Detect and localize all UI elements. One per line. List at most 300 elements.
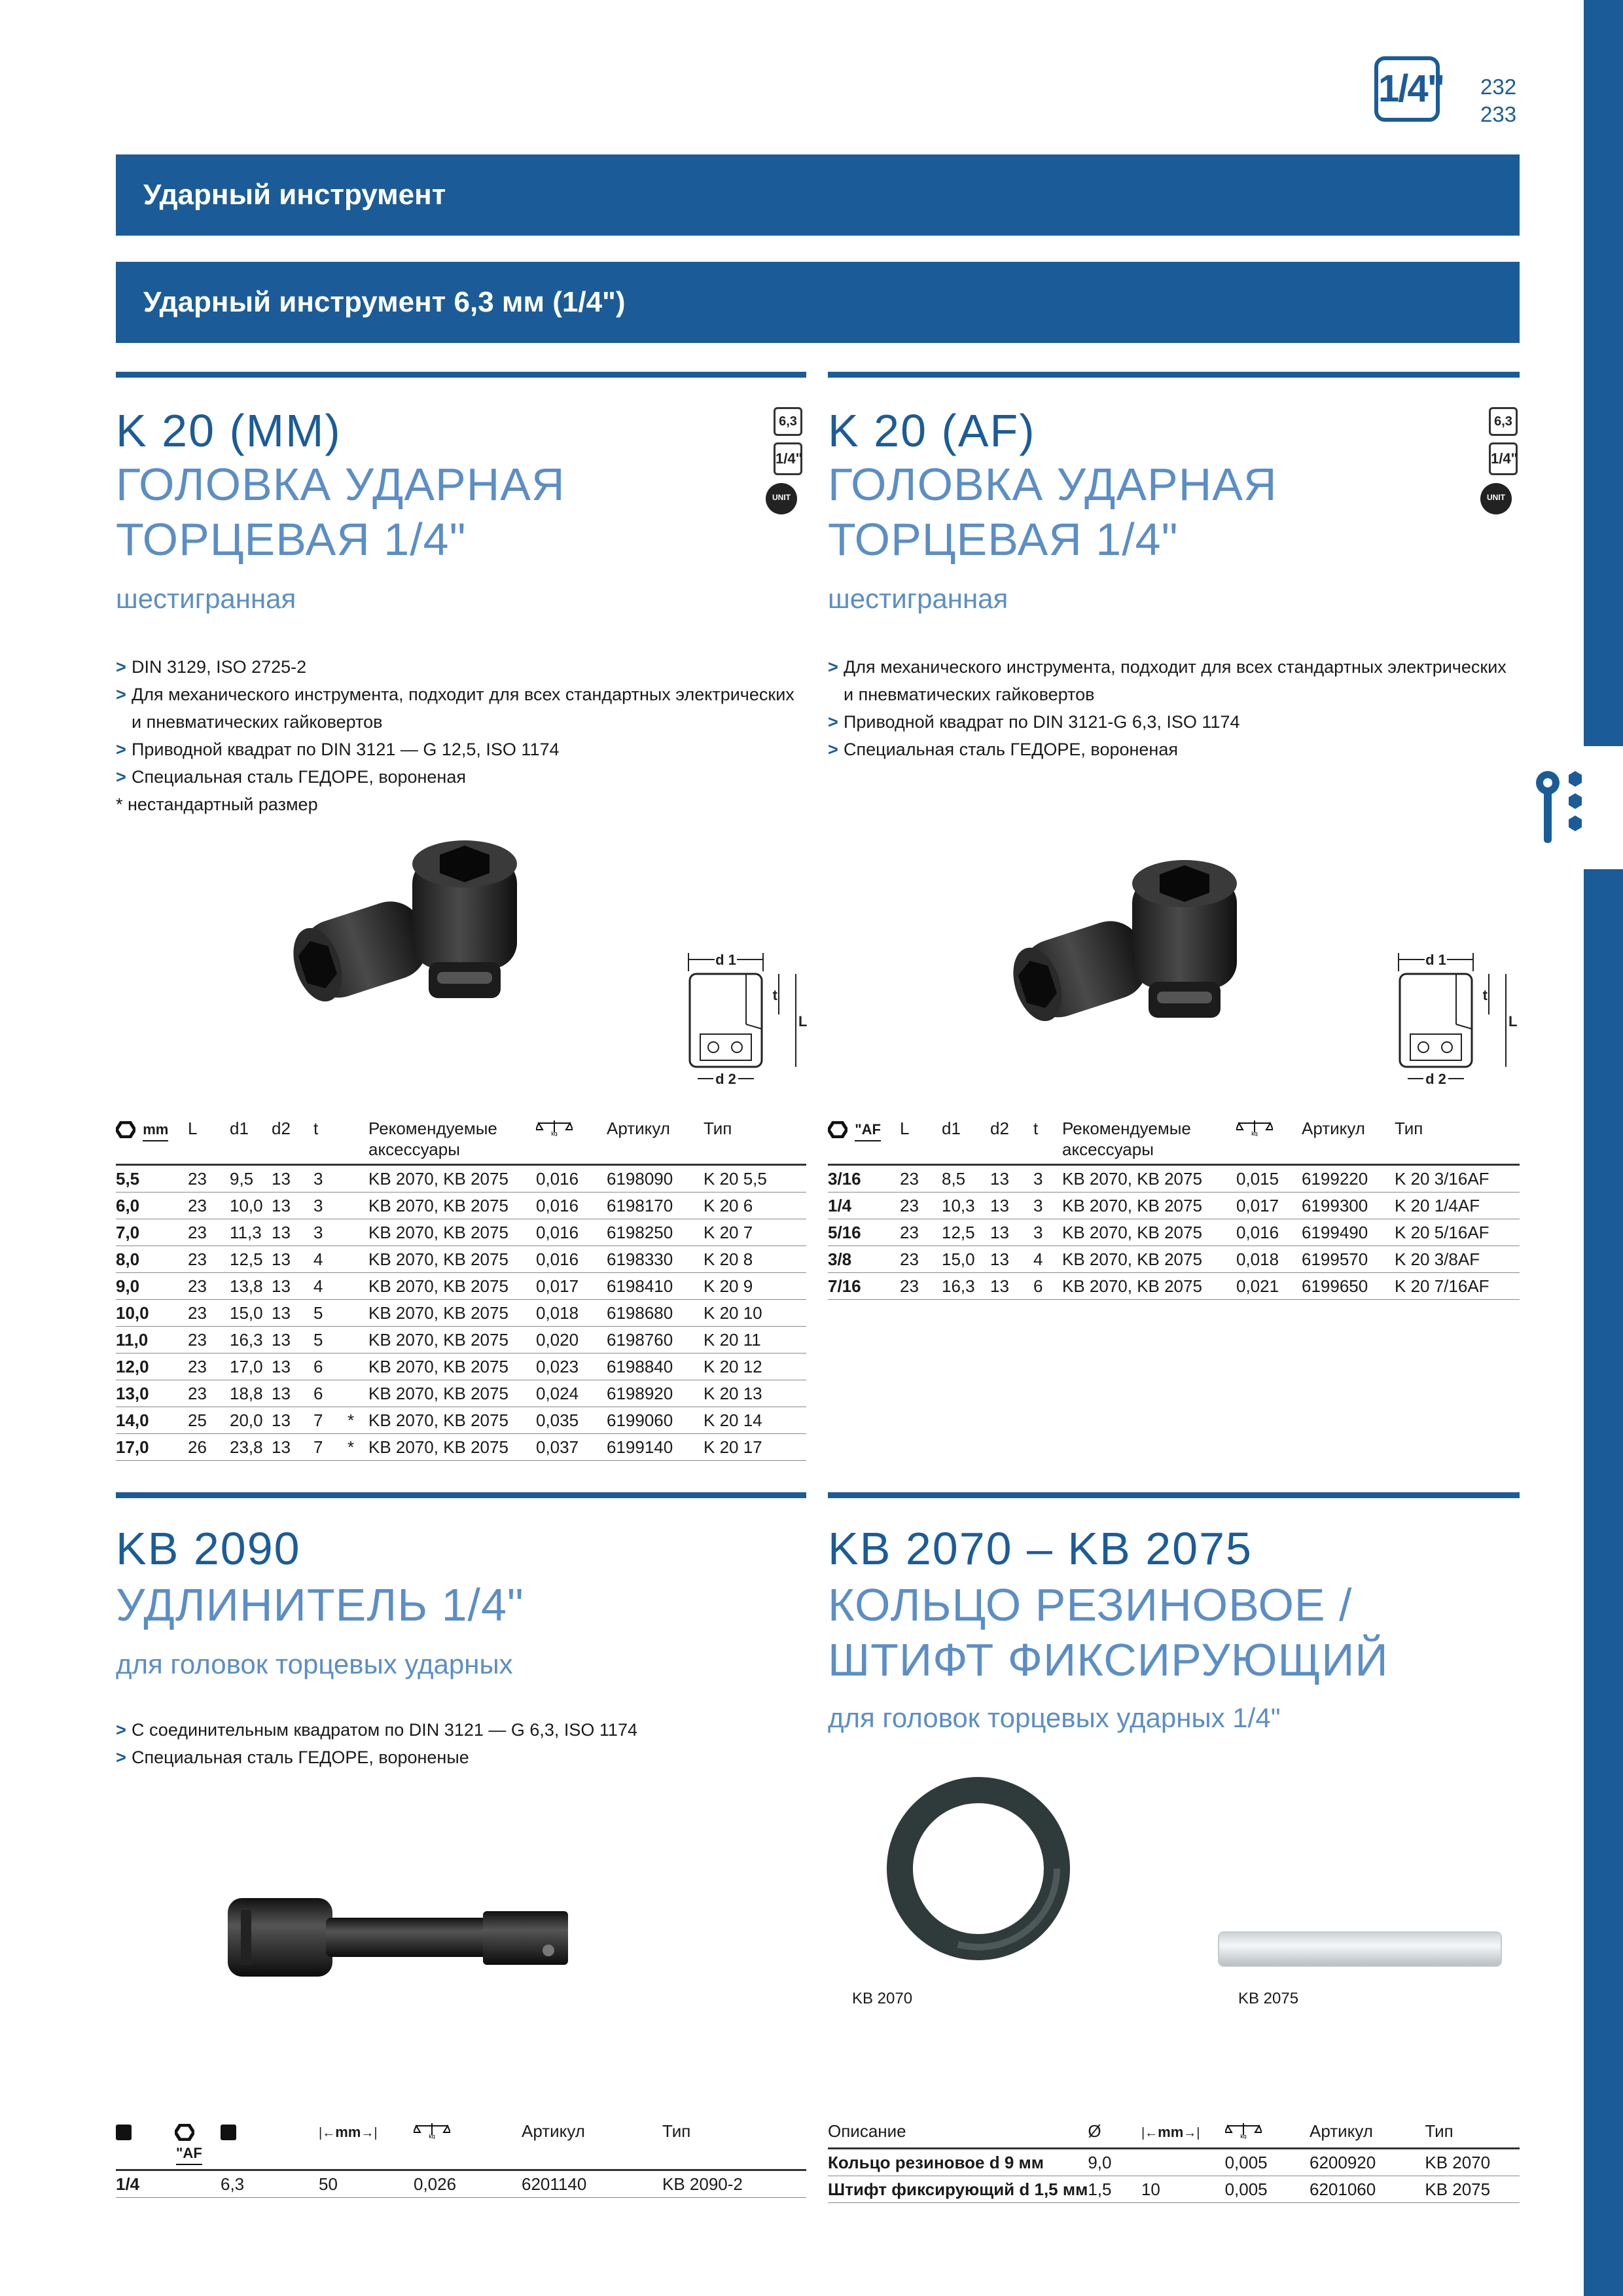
table-row	[828, 1219, 1520, 1246]
cell-L: 23	[188, 1380, 230, 1407]
cell-d2: 13	[990, 1165, 1033, 1193]
cell-size: 3/16	[828, 1165, 900, 1193]
cell-d1: 20,0	[230, 1407, 272, 1434]
cell-d1: 16,3	[230, 1327, 272, 1354]
col-d1: d1	[942, 1118, 990, 1165]
col-article: Артикул	[607, 1118, 704, 1165]
cell-article: 6198090	[607, 1165, 704, 1193]
cell-weight: 0,005	[1225, 2149, 1310, 2176]
feature-item: > Для механического инструмента, подходит для всех стандартных электрических	[116, 685, 794, 704]
cell-article: 6199140	[607, 1434, 704, 1461]
cell-article: 6198250	[607, 1219, 704, 1246]
table-row	[116, 1380, 806, 1407]
cell-weight: 0,021	[1236, 1273, 1302, 1300]
cell-t: 4	[313, 1246, 348, 1273]
cell-length	[1141, 2149, 1225, 2176]
cell-size: 11,0	[116, 1327, 188, 1354]
t-label: t	[1482, 987, 1488, 1003]
table-row	[116, 1273, 806, 1300]
cell-type: KB 2075	[1425, 2176, 1520, 2203]
col-weight	[536, 1118, 607, 1165]
col-t: t	[313, 1118, 348, 1165]
unit-drive-icon: UNIT DRIVE	[1480, 483, 1512, 514]
col-square-b	[221, 2121, 319, 2170]
col-hex-af: "AF	[828, 1118, 900, 1165]
scale-icon	[536, 1118, 573, 1136]
feature-item: > Для механического инструмента, подходит для всех стандартных электрических	[828, 657, 1507, 677]
cell-type: K 20 5/16AF	[1395, 1219, 1520, 1246]
cell-d2: 13	[272, 1273, 313, 1300]
cell-accessories: KB 2070, KB 2075	[1062, 1165, 1236, 1193]
cell-t: 6	[313, 1380, 348, 1407]
table-row	[116, 1193, 806, 1219]
square-icon	[221, 2125, 236, 2140]
cell-article: 6199060	[607, 1407, 704, 1434]
svg-text:kg: kg	[429, 2133, 435, 2139]
svg-text:kg: kg	[551, 1130, 558, 1136]
cell-weight: 0,024	[536, 1380, 607, 1407]
cell-article: 6198840	[607, 1354, 704, 1380]
col-type: Тип	[662, 2121, 806, 2170]
cell-diameter: 9,0	[1088, 2149, 1141, 2176]
cell-d2: 13	[990, 1193, 1033, 1219]
table-row	[116, 1165, 806, 1193]
product-title-line1: КОЛЬЦО РЕЗИНОВОЕ /	[828, 1579, 1353, 1630]
product-code: K 20 (AF)	[828, 405, 1036, 456]
col-square-a	[116, 2121, 175, 2170]
table-header-row	[116, 2121, 806, 2170]
col-type: Тип	[704, 1118, 806, 1165]
table-row	[116, 1327, 806, 1354]
col-t: t	[1033, 1118, 1062, 1165]
scale-icon	[414, 2121, 450, 2139]
length-arrow-icon: |←	[319, 2126, 336, 2140]
retaining-pin-photo	[1216, 1929, 1504, 1969]
cell-article: 6199570	[1302, 1246, 1395, 1273]
cell-article: 6198920	[607, 1380, 704, 1407]
table-header-row	[828, 2121, 1520, 2149]
cell-weight: 0,015	[1236, 1165, 1302, 1193]
cell-d2: 13	[272, 1165, 313, 1193]
cell-d1: 8,5	[942, 1165, 990, 1193]
cell-t: 3	[313, 1165, 348, 1193]
feature-item: > DIN 3129, ISO 2725-2	[116, 657, 307, 677]
wrench-icon	[1535, 767, 1587, 846]
cell-L: 23	[188, 1327, 230, 1354]
cell-note	[348, 1219, 368, 1246]
cell-accessories: KB 2070, KB 2075	[368, 1273, 536, 1300]
table-header-row	[116, 1118, 806, 1165]
dimension-diagram	[1391, 949, 1522, 1086]
cell-L: 23	[900, 1219, 942, 1246]
cell-L: 23	[188, 1165, 230, 1193]
table-row	[116, 1434, 806, 1461]
cell-article: 6199490	[1302, 1219, 1395, 1246]
cell-type: K 20 3/16AF	[1395, 1165, 1520, 1193]
cell-d1: 18,8	[230, 1380, 272, 1407]
cell-size: 9,0	[116, 1273, 188, 1300]
cell-size: 7/16	[828, 1273, 900, 1300]
cell-length: 50	[319, 2170, 414, 2198]
cell-article: 6199220	[1302, 1165, 1395, 1193]
cell-d2: 13	[272, 1246, 313, 1273]
cell-t: 3	[313, 1193, 348, 1219]
cell-L: 23	[188, 1219, 230, 1246]
table-row	[828, 2176, 1520, 2203]
hex-icon	[116, 1121, 135, 1138]
cell-accessories: KB 2070, KB 2075	[368, 1327, 536, 1354]
cell-weight: 0,016	[1236, 1219, 1302, 1246]
col-L: L	[900, 1118, 942, 1165]
cell-d1: 11,3	[230, 1219, 272, 1246]
cell-d1: 23,8	[230, 1434, 272, 1461]
k20mm-spec-table	[116, 1118, 806, 1461]
badge-drive-63: 6,3	[774, 407, 802, 436]
cell-square: 1/4	[116, 2170, 175, 2198]
cell-type: K 20 10	[704, 1300, 806, 1327]
cell-blank	[175, 2170, 221, 2198]
table-header-row	[828, 1118, 1520, 1165]
cell-weight: 0,016	[536, 1165, 607, 1193]
section-rule	[116, 372, 806, 378]
unit-drive-icon: UNIT DRIVE	[766, 483, 797, 514]
cell-weight: 0,016	[536, 1219, 607, 1246]
cell-type: K 20 3/8AF	[1395, 1246, 1520, 1273]
col-length: |←mm→|	[1141, 2121, 1225, 2149]
cell-note	[348, 1273, 368, 1300]
product-title-line2: ТОРЦЕВАЯ 1/4"	[116, 514, 467, 565]
cell-d1: 13,8	[230, 1273, 272, 1300]
table-row	[828, 1165, 1520, 1193]
cell-L: 23	[188, 1300, 230, 1327]
cell-weight: 0,035	[536, 1407, 607, 1434]
cell-article: 6201140	[522, 2170, 662, 2198]
dimension-diagram	[681, 949, 812, 1086]
cell-type: K 20 7/16AF	[1395, 1273, 1520, 1300]
cell-size: 10,0	[116, 1300, 188, 1327]
impact-socket-photo	[288, 831, 537, 1008]
cell-accessories: KB 2070, KB 2075	[368, 1407, 536, 1434]
cell-size: 12,0	[116, 1354, 188, 1380]
cell-accessories: KB 2070, KB 2075	[368, 1165, 536, 1193]
table-row	[116, 1407, 806, 1434]
cell-d2: 13	[272, 1300, 313, 1327]
cell-d2: 13	[272, 1407, 313, 1434]
feature-list	[116, 1716, 796, 1771]
section-rule	[828, 1492, 1520, 1498]
cell-weight: 0,017	[1236, 1193, 1302, 1219]
cell-size: 14,0	[116, 1407, 188, 1434]
svg-text:kg: kg	[1240, 2133, 1247, 2139]
cell-type: K 20 17	[704, 1434, 806, 1461]
cell-d2: 13	[272, 1354, 313, 1380]
cell-accessories: KB 2070, KB 2075	[368, 1193, 536, 1219]
cell-size: 17,0	[116, 1434, 188, 1461]
cell-accessories: KB 2070, KB 2075	[1062, 1246, 1236, 1273]
cell-weight: 0,016	[536, 1246, 607, 1273]
table-row	[116, 1246, 806, 1273]
cell-L: 23	[900, 1193, 942, 1219]
col-length: |←mm→|	[319, 2121, 414, 2170]
section-band-impact-tools-63: Ударный инструмент 6,3 мм (1/4")	[116, 262, 1520, 343]
col-article: Артикул	[522, 2121, 662, 2170]
product-title-line1: ГОЛОВКА УДАРНАЯ	[828, 459, 1277, 510]
cell-weight: 0,016	[536, 1193, 607, 1219]
cell-t: 5	[313, 1327, 348, 1354]
square-icon	[116, 2125, 132, 2140]
cell-length: 10	[1141, 2176, 1225, 2203]
product-subtitle: для головок торцевых ударных	[116, 1649, 513, 1679]
cell-type: K 20 5,5	[704, 1165, 806, 1193]
col-description: Описание	[828, 2121, 1088, 2149]
cell-size: 8,0	[116, 1246, 188, 1273]
cell-accessories: KB 2070, KB 2075	[368, 1380, 536, 1407]
col-d2: d2	[990, 1118, 1033, 1165]
cell-note: *	[348, 1434, 368, 1461]
cell-accessories: KB 2070, KB 2075	[368, 1219, 536, 1246]
product-subtitle: шестигранная	[116, 583, 296, 614]
cell-d1: 10,0	[230, 1193, 272, 1219]
kb2070-spec-table	[828, 2121, 1520, 2203]
section-rule	[116, 1492, 806, 1498]
cell-t: 7	[313, 1407, 348, 1434]
cell-t: 7	[313, 1434, 348, 1461]
d1-label: d 1	[715, 952, 736, 968]
cell-L: 23	[900, 1165, 942, 1193]
cell-weight: 0,023	[536, 1354, 607, 1380]
product-code: KB 2090	[116, 1523, 301, 1574]
cell-size: 13,0	[116, 1380, 188, 1407]
cell-weight: 0,018	[536, 1300, 607, 1327]
scale-icon	[1225, 2121, 1262, 2139]
col-note	[348, 1118, 368, 1165]
cell-d2: 13	[990, 1246, 1033, 1273]
cell-note	[348, 1300, 368, 1327]
col-type: Тип	[1425, 2121, 1520, 2149]
cell-note: *	[348, 1407, 368, 1434]
badge-drive-63: 6,3	[1489, 407, 1518, 436]
cell-d1: 12,5	[230, 1246, 272, 1273]
cell-diameter: 1,5	[1088, 2176, 1141, 2203]
cell-note	[348, 1380, 368, 1407]
cell-accessories: KB 2070, KB 2075	[368, 1354, 536, 1380]
col-d1: d1	[230, 1118, 272, 1165]
col-article: Артикул	[1302, 1118, 1395, 1165]
cell-note	[348, 1327, 368, 1354]
cell-weight: 0,017	[536, 1273, 607, 1300]
feature-item-continued: и пневматических гайковертов	[844, 685, 1095, 704]
cell-t: 6	[1033, 1273, 1062, 1300]
cell-article: 6199650	[1302, 1273, 1395, 1300]
feature-item: > Специальная сталь ГЕДОРЕ, вороненая	[828, 740, 1178, 759]
cell-t: 3	[1033, 1193, 1062, 1219]
edge-tab-top	[1584, 0, 1623, 746]
feature-item: > Приводной квадрат по DIN 3121-G 6,3, ISO 1174	[828, 712, 1240, 732]
cell-t: 4	[313, 1273, 348, 1300]
cell-size: 5,5	[116, 1165, 188, 1193]
col-article: Артикул	[1310, 2121, 1425, 2149]
cell-accessories: KB 2070, KB 2075	[368, 1246, 536, 1273]
cell-d2: 13	[990, 1273, 1033, 1300]
cell-L: 23	[188, 1193, 230, 1219]
cell-L: 26	[188, 1434, 230, 1461]
table-row	[116, 1219, 806, 1246]
product-code: KB 2070 – KB 2075	[828, 1523, 1253, 1574]
cell-t: 6	[313, 1354, 348, 1380]
cell-d1: 15,0	[230, 1300, 272, 1327]
cell-article: 6199300	[1302, 1193, 1395, 1219]
col-hex-af: "AF	[175, 2121, 221, 2170]
extension-bar-photo	[221, 1885, 575, 1990]
cell-type: K 20 7	[704, 1219, 806, 1246]
table-row	[828, 1273, 1520, 1300]
caption-kb2070: KB 2070	[852, 1990, 913, 2007]
table-row	[828, 1193, 1520, 1219]
cell-weight: 0,018	[1236, 1246, 1302, 1273]
rubber-ring-photo	[883, 1774, 1073, 1964]
cell-d2: 13	[272, 1327, 313, 1354]
cell-d1: 10,3	[942, 1193, 990, 1219]
cell-size: 3/8	[828, 1246, 900, 1273]
cell-note	[348, 1246, 368, 1273]
cell-L: 25	[188, 1407, 230, 1434]
cell-d1: 9,5	[230, 1165, 272, 1193]
page-numbers	[1480, 73, 1516, 128]
cell-size: 1/4	[828, 1193, 900, 1219]
product-title-line2: ТОРЦЕВАЯ 1/4"	[828, 514, 1179, 565]
cell-t: 4	[1033, 1246, 1062, 1273]
cell-type: K 20 12	[704, 1354, 806, 1380]
svg-text:kg: kg	[1251, 1130, 1258, 1136]
product-subtitle: шестигранная	[828, 583, 1008, 614]
cell-article: 6201060	[1310, 2176, 1425, 2203]
kb2090-spec-table	[116, 2121, 806, 2198]
cell-type: K 20 13	[704, 1380, 806, 1407]
cell-d2: 13	[272, 1380, 313, 1407]
cell-d1: 12,5	[942, 1219, 990, 1246]
cell-d1: 15,0	[942, 1246, 990, 1273]
page-number-right: 233	[1480, 102, 1517, 126]
cell-article: 6200920	[1310, 2149, 1425, 2176]
cell-type: K 20 1/4AF	[1395, 1193, 1520, 1219]
cell-d2: 13	[272, 1434, 313, 1461]
product-title: УДЛИНИТЕЛЬ 1/4"	[116, 1579, 524, 1630]
cell-t: 3	[313, 1219, 348, 1246]
cell-d2: 13	[272, 1193, 313, 1219]
cell-article: 6198170	[607, 1193, 704, 1219]
table-row	[116, 1300, 806, 1327]
feature-item: > Специальная сталь ГЕДОРЕ, вороненая	[116, 767, 466, 787]
cell-article: 6198760	[607, 1327, 704, 1354]
feature-item: > Приводной квадрат по DIN 3121 — G 12,5, ISO 1174	[116, 740, 560, 759]
cell-type: KB 2070	[1425, 2149, 1520, 2176]
col-weight	[414, 2121, 522, 2170]
cell-accessories: KB 2070, KB 2075	[368, 1434, 536, 1461]
section-rule	[828, 372, 1520, 378]
cell-article: 6198680	[607, 1300, 704, 1327]
cell-article: 6198330	[607, 1246, 704, 1273]
cell-type: K 20 14	[704, 1407, 806, 1434]
scale-icon	[1236, 1118, 1273, 1136]
feature-item: > Специальная сталь ГЕДОРЕ, вороненые	[116, 1748, 469, 1767]
product-title-line1: ГОЛОВКА УДАРНАЯ	[116, 459, 565, 510]
cell-note	[348, 1193, 368, 1219]
cell-accessories: KB 2070, KB 2075	[1062, 1219, 1236, 1246]
L-label: L	[798, 1013, 808, 1030]
feature-item: > С соединительным квадратом по DIN 3121 — G 6,3, ISO 1174	[116, 1720, 637, 1740]
feature-list	[116, 653, 796, 818]
cell-type: K 20 9	[704, 1273, 806, 1300]
cell-L: 23	[188, 1273, 230, 1300]
cell-weight: 0,026	[414, 2170, 522, 2198]
product-title-line2: ШТИФТ ФИКСИРУЮЩИЙ	[828, 1634, 1389, 1685]
table-row	[116, 1354, 806, 1380]
cell-accessories: KB 2070, KB 2075	[1062, 1193, 1236, 1219]
badge-drive-quarter: 1/4"	[1489, 442, 1518, 475]
product-subtitle: для головок торцевых ударных 1/4"	[828, 1702, 1281, 1733]
k20af-spec-table	[828, 1118, 1520, 1300]
col-weight	[1225, 2121, 1310, 2149]
footnote: * нестандартный размер	[116, 795, 318, 814]
cell-L: 23	[900, 1246, 942, 1273]
cell-type: K 20 11	[704, 1327, 806, 1354]
cell-d1: 16,3	[942, 1273, 990, 1300]
edge-tab-bottom	[1584, 869, 1623, 2296]
cell-drive: 6,3	[221, 2170, 319, 2198]
cell-note	[348, 1354, 368, 1380]
cell-L: 23	[188, 1246, 230, 1273]
hex-icon	[828, 1121, 847, 1138]
cell-t: 3	[1033, 1219, 1062, 1246]
cell-d2: 13	[990, 1219, 1033, 1246]
feature-item-continued: и пневматических гайковертов	[132, 712, 383, 732]
cell-article: 6198410	[607, 1273, 704, 1300]
cell-note	[348, 1165, 368, 1193]
col-diameter: Ø	[1088, 2121, 1141, 2149]
cell-accessories: KB 2070, KB 2075	[368, 1300, 536, 1327]
cell-L: 23	[188, 1354, 230, 1380]
table-row	[828, 2149, 1520, 2176]
table-row	[828, 1246, 1520, 1273]
cell-weight: 0,005	[1225, 2176, 1310, 2203]
cell-type: K 20 8	[704, 1246, 806, 1273]
col-type: Тип	[1395, 1118, 1520, 1165]
badge-drive-quarter: 1/4"	[774, 442, 802, 475]
cell-d1: 17,0	[230, 1354, 272, 1380]
cell-type: K 20 6	[704, 1193, 806, 1219]
cell-description: Штифт фиксирующий d 1,5 мм	[828, 2176, 1088, 2203]
col-hex-mm: mm	[116, 1118, 188, 1165]
product-code: K 20 (MM)	[116, 405, 342, 456]
cell-accessories: KB 2070, KB 2075	[1062, 1273, 1236, 1300]
caption-kb2075: KB 2075	[1238, 1990, 1299, 2007]
t-label: t	[772, 987, 777, 1003]
cell-weight: 0,037	[536, 1434, 607, 1461]
cell-size: 6,0	[116, 1193, 188, 1219]
col-d2: d2	[272, 1118, 313, 1165]
section-band-impact-tools: Ударный инструмент	[116, 154, 1520, 236]
d2-label: d 2	[715, 1071, 736, 1086]
col-accessories: Рекомендуемые аксессуары	[368, 1118, 536, 1165]
d1-label: d 1	[1425, 952, 1446, 968]
cell-L: 23	[900, 1273, 942, 1300]
drive-size-badge: 1/4"	[1374, 56, 1440, 122]
cell-type: KB 2090-2	[662, 2170, 806, 2198]
feature-list	[828, 653, 1508, 763]
impact-socket-photo	[1008, 851, 1257, 1028]
cell-t: 3	[1033, 1165, 1062, 1193]
cell-description: Кольцо резиновое d 9 мм	[828, 2149, 1088, 2176]
